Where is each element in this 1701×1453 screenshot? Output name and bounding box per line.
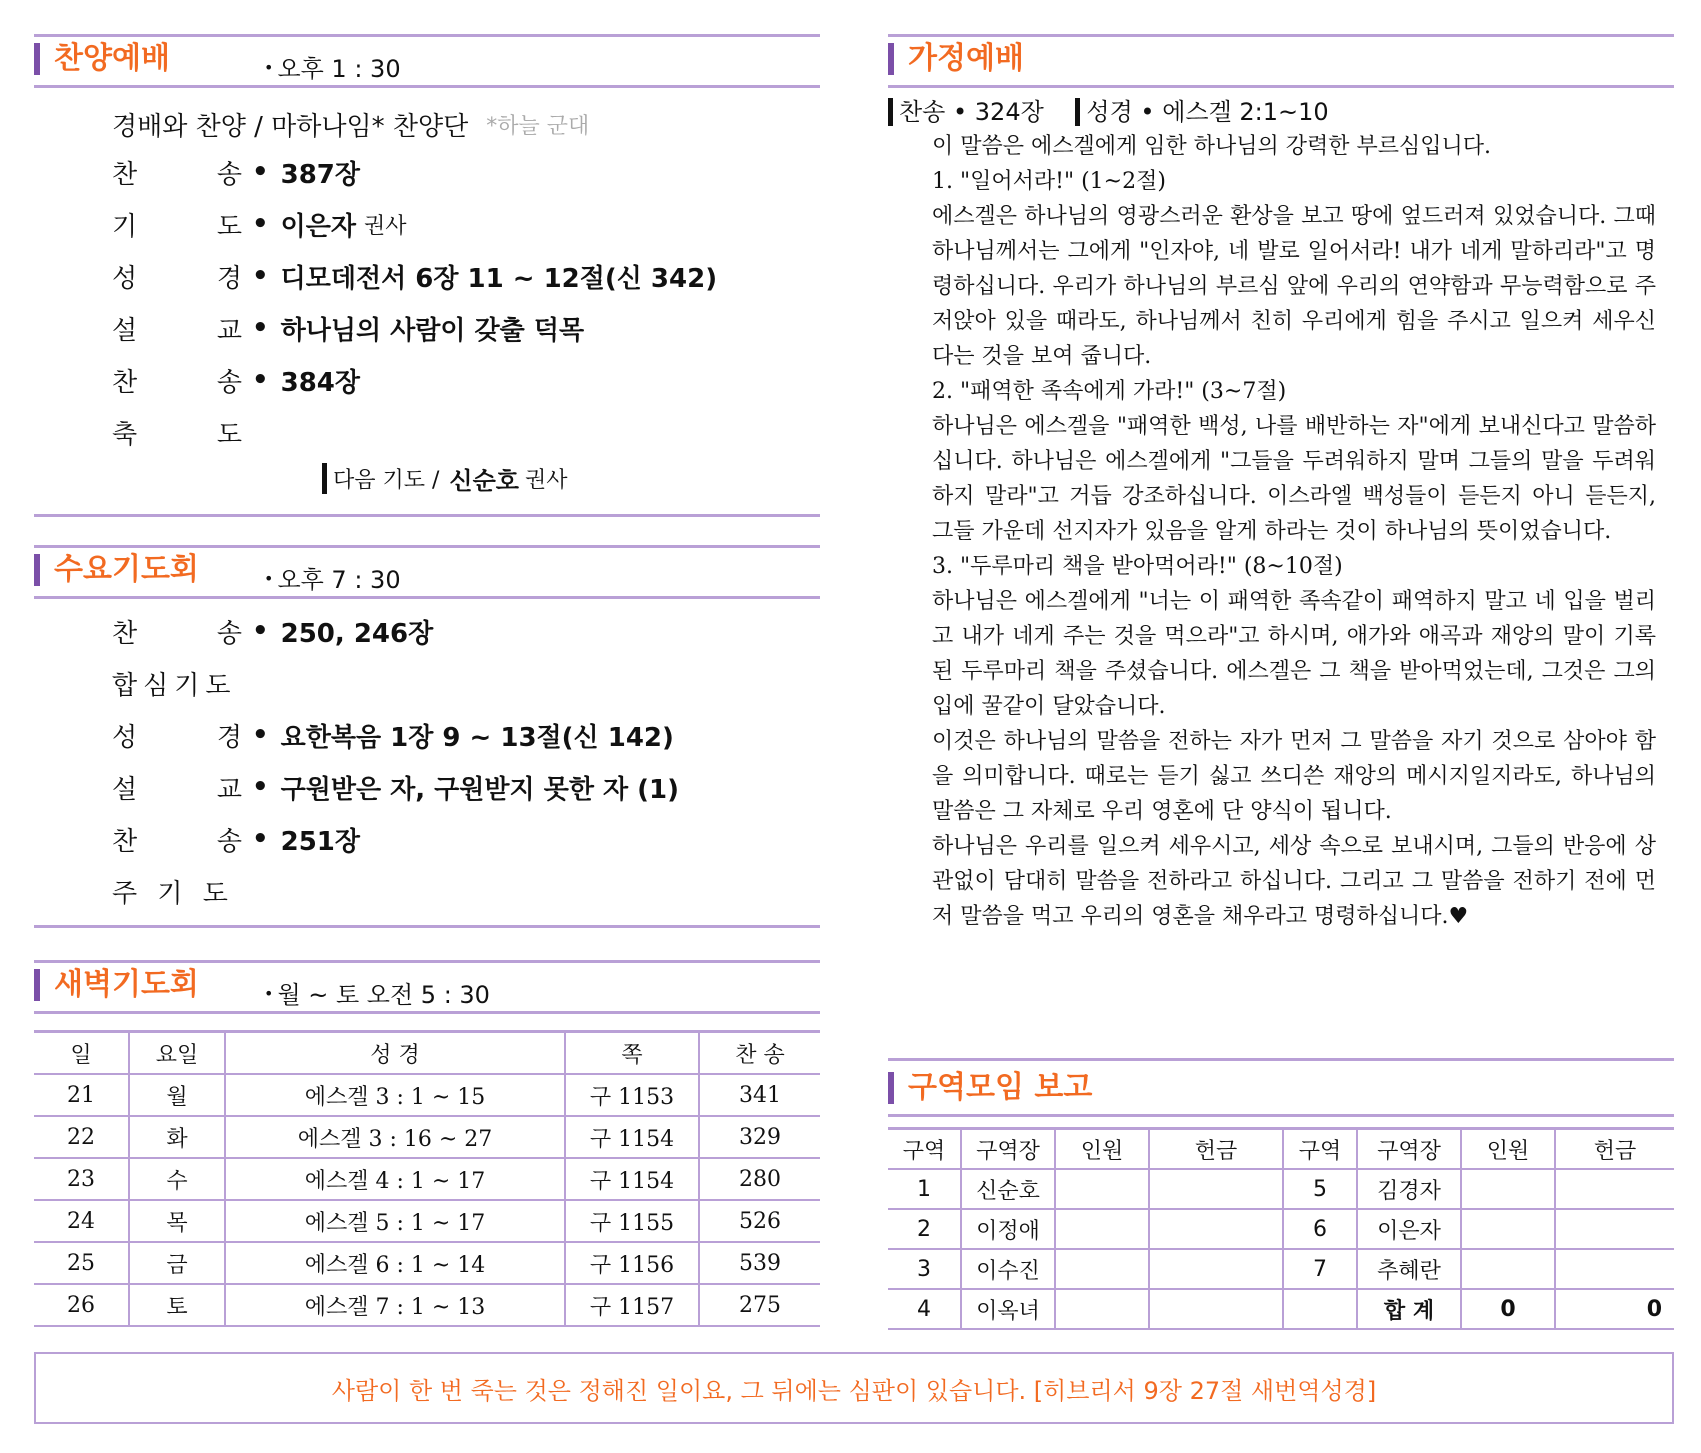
- item-label: 찬 송: [112, 367, 242, 398]
- table-header-row: 구역 구역장 인원 헌금 구역 구역장 인원 헌금: [888, 1129, 1674, 1170]
- item-label: 축 도: [112, 419, 242, 450]
- report-header: [888, 1066, 1674, 1114]
- table-header: 찬 송: [699, 1032, 820, 1075]
- praise-item: 기 도 • 이은자 권사: [112, 198, 820, 250]
- item-label: 찬 송: [112, 159, 242, 190]
- family-title: 가정예배: [888, 43, 1024, 75]
- next-name: 신순호: [449, 466, 519, 495]
- family-refs: [888, 88, 1674, 129]
- praise-time: • 오후 1 : 30: [264, 49, 401, 84]
- table-row: 2 이정애 6 이은자: [888, 1209, 1674, 1249]
- report-title: 구역모임 보고: [888, 1072, 1092, 1104]
- item-value: 387장: [280, 159, 361, 190]
- item-label: 찬 송: [112, 826, 242, 857]
- table-header: 일: [34, 1032, 129, 1075]
- table-row: 25 금 에스겔 6 : 1 ~ 14 구 1156 539: [34, 1242, 820, 1284]
- paragraph: 1. "일어서라!" (1~2절): [932, 169, 1166, 194]
- next-prayer: [112, 458, 820, 498]
- wednesday-header: [34, 548, 820, 596]
- paragraph: 하나님은 에스겔에게 "너는 이 패역한 족속같이 패역하지 말고 네 입을 벌리고 내가 네게 주는 것을 먹으라"고 하시며, 애가와 애곡과 재앙의 말이 기록된 두루마리 책을 주셨습니다. 에스겔은 그 책을 받아먹었는데, 그것은 그의 입에 꿀같이 달았습니다.: [932, 589, 1656, 719]
- praise-item: 설 교 • 하나님의 사람이 갖출 덕목: [112, 302, 820, 354]
- family-body: [888, 129, 1674, 934]
- section-rule: [888, 1114, 1674, 1117]
- item-label: 찬 송: [112, 618, 242, 649]
- table-header: 쪽: [565, 1032, 699, 1075]
- item-value: 이은자: [280, 211, 356, 242]
- wednesday-item: 찬 송 • 251장: [112, 813, 820, 865]
- section-rule: [34, 925, 820, 928]
- section-rule: [34, 1011, 820, 1014]
- wednesday-item: [112, 865, 820, 917]
- verse-box: [34, 1352, 1674, 1424]
- paragraph: 에스겔은 하나님의 영광스러운 환상을 보고 땅에 엎드러져 있었습니다. 그때 하나님께서는 그에게 "인자야, 네 발로 일어서라! 내가 네게 말하리라"고 명령하십니다. 우리가 하나님의 부르심 앞에 우리의 연약함과 무능력함으로 주저앉아 있을 때라도, 하나님께서 친히 우리에게 힘을 주시고 일으켜 세우신다는 것을 보여 줍니다.: [932, 204, 1656, 369]
- table-header-row: [34, 1032, 820, 1075]
- table-row: 22 화 에스겔 3 : 16 ~ 27 구 1154 329: [34, 1116, 820, 1158]
- family-hymn: 찬송 • 324장: [888, 98, 1044, 126]
- item-sub: 권사: [363, 213, 407, 239]
- table-row: 24 목 에스겔 5 : 1 ~ 17 구 1155 526: [34, 1200, 820, 1242]
- praise-item: 성 경 • 디모데전서 6장 11 ~ 12절(신 342): [112, 250, 820, 302]
- table-row: 3 이수진 7 추혜란: [888, 1249, 1674, 1289]
- wednesday-item: 찬 송 • 250, 246장: [112, 605, 820, 657]
- next-title: 권사: [524, 467, 568, 493]
- table-row: 4 이옥녀 합 계 0 0: [888, 1289, 1674, 1329]
- verse-text: 사람이 한 번 죽는 것은 정해진 일이요, 그 뒤에는 심판이 있습니다. [히브리서 9장 27절 새번역성경]: [331, 1376, 1377, 1405]
- table-row: 21 월 에스겔 3 : 1 ~ 15 구 1153 341: [34, 1074, 820, 1116]
- paragraph: 하나님은 에스겔을 "패역한 백성, 나를 배반하는 자"에게 보내신다고 말씀하십니다. 하나님은 에스겔에게 "그들을 두려워하지 말며 그들의 말을 두려워하지 말라"고 거듭 강조하십니다. 이스라엘 백성들이 듣든지 아니 듣든지, 그들 가운데 선지자가 있음을 알게 하라는 것이 하나님의 뜻이었습니다.: [932, 414, 1656, 544]
- item-value: 구원받은 자, 구원받지 못한 자 (1): [280, 774, 680, 805]
- item-value: 하나님의 사람이 갖출 덕목: [280, 315, 585, 346]
- praise-item: 찬 송 • 387장: [112, 146, 820, 198]
- report-table: [888, 1127, 1674, 1330]
- praise-item: 찬 송 • 384장: [112, 354, 820, 406]
- paragraph: 하나님은 우리를 일으켜 세우시고, 세상 속으로 보내시며, 그들의 반응에 상관없이 담대히 말씀을 전하라고 하십니다. 그리고 그 말씀을 전하기 전에 먼저 말씀을 먹고 우리의 영혼을 채우라고 명령하십니다.♥: [932, 834, 1656, 929]
- item-value: 384장: [280, 367, 361, 398]
- item-value: 디모데전서 6장 11 ~ 12절(신 342): [280, 263, 718, 294]
- dawn-header: [34, 963, 820, 1011]
- table-row: 26 토 에스겔 7 : 1 ~ 13 구 1157 275: [34, 1284, 820, 1326]
- family-header: [888, 37, 1674, 85]
- item-value: 요한복음 1장 9 ~ 13절(신 142): [280, 722, 674, 753]
- item-label: 성 경: [112, 722, 242, 753]
- dawn-title: 새벽기도회: [34, 969, 199, 1001]
- item-label: 합심기도: [112, 670, 237, 701]
- praise-intro: [112, 102, 820, 146]
- dawn-time: • 월 ~ 토 오전 5 : 30: [264, 975, 490, 1010]
- table-row: 23 수 에스겔 4 : 1 ~ 17 구 1154 280: [34, 1158, 820, 1200]
- praise-item: [112, 406, 820, 458]
- paragraph: 3. "두루마리 책을 받아먹어라!" (8~10절): [932, 554, 1343, 579]
- item-value: 250, 246장: [280, 618, 434, 649]
- table-row: 1 신순호 5 김경자: [888, 1169, 1674, 1209]
- wednesday-item: 설 교 • 구원받은 자, 구원받지 못한 자 (1): [112, 761, 820, 813]
- left-column: [34, 34, 820, 1327]
- table-header: 성 경: [225, 1032, 565, 1075]
- family-scripture: 성경 • 에스겔 2:1~10: [1075, 98, 1328, 126]
- item-label: 설 교: [112, 315, 242, 346]
- paragraph: 이 말씀은 에스겔에게 임한 하나님의 강력한 부르심입니다.: [932, 134, 1492, 159]
- praise-title: 찬양예배: [34, 43, 170, 75]
- praise-items: [34, 88, 820, 512]
- item-value: 251장: [280, 826, 361, 857]
- section-rule: [888, 1058, 1674, 1061]
- paragraph: 이것은 하나님의 말씀을 전하는 자가 먼저 그 말씀을 자기 것으로 삼아야 함을 의미합니다. 때로는 듣기 싫고 쓰디쓴 재앙의 메시지일지라도, 하나님의 말씀은 그 자체로 우리 영혼에 단 양식이 됩니다.: [932, 729, 1656, 824]
- next-label: 다음 기도 /: [322, 463, 439, 494]
- item-label: 성 경: [112, 263, 242, 294]
- table-header: 요일: [129, 1032, 225, 1075]
- report-section: [888, 1066, 1674, 1330]
- section-rule: [34, 514, 820, 517]
- wednesday-time: • 오후 7 : 30: [264, 560, 401, 595]
- wednesday-title: 수요기도회: [34, 554, 199, 586]
- right-column: [888, 34, 1674, 1324]
- dawn-table: [34, 1030, 820, 1327]
- wednesday-items: [34, 599, 820, 931]
- item-label: 주 기 도: [112, 878, 234, 909]
- item-label: 기 도: [112, 211, 242, 242]
- wednesday-item: 성 경 • 요한복음 1장 9 ~ 13절(신 142): [112, 709, 820, 761]
- praise-intro-text: 경배와 찬양 / 마하나임* 찬양단: [112, 111, 469, 142]
- praise-header: [34, 37, 820, 85]
- praise-intro-note: *하늘 군대: [486, 113, 590, 139]
- item-label: 설 교: [112, 774, 242, 805]
- wednesday-item: [112, 657, 820, 709]
- paragraph: 2. "패역한 족속에게 가라!" (3~7절): [932, 379, 1287, 404]
